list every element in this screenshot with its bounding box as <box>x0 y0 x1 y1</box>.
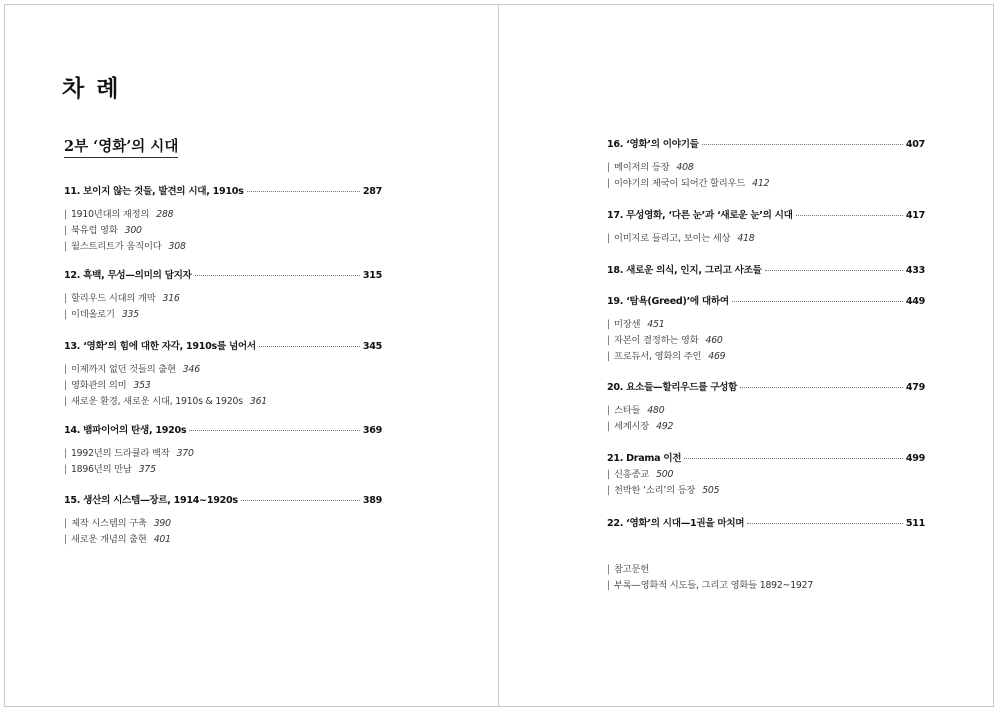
chapter-page: 369 <box>362 425 382 436</box>
section-item[interactable] <box>64 362 382 378</box>
chapter-heading[interactable] <box>64 338 382 352</box>
appendix-item[interactable] <box>607 562 925 578</box>
section-bar: | <box>64 534 67 545</box>
chapter-title: 16. ‘영화’의 이야기들 <box>607 139 699 150</box>
section-page: 361 <box>249 396 268 407</box>
section-item[interactable] <box>607 403 925 419</box>
section-list <box>607 317 925 365</box>
section-item[interactable] <box>607 333 925 349</box>
section-bar: | <box>64 464 67 475</box>
section-item[interactable] <box>607 467 925 483</box>
section-bar: | <box>64 396 67 407</box>
section-bar: | <box>607 335 610 346</box>
toc-chapter[interactable] <box>607 293 925 365</box>
chapter-title: 18. 새로운 의식, 인지, 그리고 사조들 <box>607 265 762 276</box>
section-bar: | <box>64 380 67 391</box>
section-item[interactable] <box>607 231 925 247</box>
section-bar: | <box>607 233 610 244</box>
leader-dots <box>684 458 903 459</box>
chapter-title: 22. ‘영화’의 시대—1권을 마치며 <box>607 518 745 529</box>
section-page: 505 <box>702 485 720 496</box>
toc-chapter[interactable] <box>64 338 382 410</box>
leader-dots <box>195 275 360 276</box>
chapter-heading[interactable] <box>64 422 382 436</box>
section-bar: | <box>607 351 610 362</box>
section-item[interactable] <box>64 223 382 239</box>
chapter-heading[interactable] <box>607 379 925 393</box>
section-bar: | <box>64 309 67 320</box>
section-item[interactable] <box>64 291 382 307</box>
section-list <box>607 467 925 499</box>
section-bar: | <box>607 485 610 496</box>
section-page: 418 <box>737 233 755 244</box>
toc-chapter[interactable] <box>607 262 925 276</box>
chapter-title: 20. 요소들—할리우드를 구성함 <box>607 382 738 393</box>
section-bar: | <box>64 518 67 529</box>
section-item[interactable] <box>64 378 382 394</box>
chapter-heading[interactable] <box>607 515 925 529</box>
section-bar: | <box>64 225 67 236</box>
section-list <box>64 446 382 478</box>
appendix-title: 참고문헌 <box>613 564 650 575</box>
chapter-heading[interactable] <box>607 207 925 221</box>
section-page: 346 <box>182 364 200 375</box>
section-title: 월스트리트가 움직이다 <box>70 241 162 252</box>
chapter-page: 315 <box>362 270 382 281</box>
section-item[interactable] <box>64 516 382 532</box>
section-page: 316 <box>162 293 180 304</box>
section-bar: | <box>607 580 610 591</box>
section-page: 308 <box>168 241 186 252</box>
section-item[interactable] <box>64 532 382 548</box>
chapter-page: 479 <box>905 382 925 393</box>
section-list <box>607 231 925 247</box>
section-item[interactable] <box>64 394 382 410</box>
chapter-heading[interactable] <box>64 183 382 197</box>
section-bar: | <box>607 469 610 480</box>
chapter-heading[interactable] <box>607 136 925 150</box>
section-page: 353 <box>133 380 151 391</box>
section-bar: | <box>64 209 67 220</box>
section-title: 1910년대의 재정의 <box>70 209 150 220</box>
section-title: 이미지로 들리고, 보이는 세상 <box>613 233 731 244</box>
section-list <box>607 160 925 192</box>
chapter-page: 417 <box>905 210 925 221</box>
section-title: 새로운 환경, 새로운 시대, 1910s & 1920s <box>70 396 243 407</box>
section-title: 1992년의 드라큘라 백작 <box>70 448 170 459</box>
section-item[interactable] <box>64 446 382 462</box>
section-title: 세계시장 <box>613 421 650 432</box>
section-title: 스타들 <box>613 405 641 416</box>
section-title: 미장센 <box>613 319 641 330</box>
section-page: 390 <box>153 518 171 529</box>
section-title: 새로운 개념의 출현 <box>70 534 147 545</box>
toc-chapter[interactable] <box>64 492 382 548</box>
section-title: 메이저의 등장 <box>613 162 670 173</box>
page-title: 차 례 <box>62 76 121 102</box>
section-bar: | <box>64 448 67 459</box>
section-page: 370 <box>176 448 194 459</box>
section-bar: | <box>64 241 67 252</box>
section-title: 이야기의 제국이 되어간 할리우드 <box>613 178 746 189</box>
leader-dots <box>259 346 360 347</box>
section-bar: | <box>64 293 67 304</box>
chapter-heading[interactable] <box>607 450 925 464</box>
chapter-title: 11. 보이지 않는 것들, 발견의 시대, 1910s <box>64 186 244 197</box>
section-list <box>64 362 382 410</box>
leader-dots <box>796 215 903 216</box>
chapter-page: 449 <box>905 296 925 307</box>
section-bar: | <box>64 364 67 375</box>
section-item[interactable] <box>607 317 925 333</box>
leader-dots <box>765 270 903 271</box>
leader-dots <box>189 430 360 431</box>
leader-dots <box>702 144 903 145</box>
section-title: 자본이 결정하는 영화 <box>613 335 699 346</box>
leader-dots <box>241 500 360 501</box>
section-title: 이데올로기 <box>70 309 115 320</box>
section-title: 북유럽 영화 <box>70 225 118 236</box>
section-page: 451 <box>647 319 665 330</box>
section-bar: | <box>607 421 610 432</box>
section-page: 412 <box>752 178 770 189</box>
page-gutter <box>498 4 499 707</box>
section-page: 375 <box>138 464 156 475</box>
section-bar: | <box>607 319 610 330</box>
chapter-heading[interactable] <box>64 267 382 281</box>
section-item[interactable] <box>607 483 925 499</box>
chapter-heading[interactable] <box>607 293 925 307</box>
section-page: 469 <box>708 351 726 362</box>
leader-dots <box>247 191 360 192</box>
chapter-page: 433 <box>905 265 925 276</box>
section-title: 1896년의 만남 <box>70 464 132 475</box>
section-page: 480 <box>647 405 665 416</box>
toc-chapter[interactable] <box>64 183 382 255</box>
chapter-heading[interactable] <box>607 262 925 276</box>
section-item[interactable] <box>607 160 925 176</box>
section-item[interactable] <box>607 176 925 192</box>
toc-chapter[interactable] <box>607 450 925 499</box>
section-title: 할리우드 시대의 개막 <box>70 293 156 304</box>
leader-dots <box>747 523 903 524</box>
section-page: 492 <box>656 421 674 432</box>
section-item[interactable] <box>64 207 382 223</box>
section-title: 신흥종교 <box>613 469 650 480</box>
chapter-title: 15. 생산의 시스템—장르, 1914~1920s <box>64 495 238 506</box>
section-item[interactable] <box>64 307 382 323</box>
section-item[interactable] <box>64 239 382 255</box>
section-page: 335 <box>121 309 139 320</box>
chapter-title: 17. 무성영화, ‘다른 눈’과 ‘새로운 눈’의 시대 <box>607 210 793 221</box>
section-title: 제작 시스템의 구축 <box>70 518 147 529</box>
chapter-page: 345 <box>362 341 382 352</box>
section-list <box>64 207 382 255</box>
section-list <box>64 516 382 548</box>
toc-chapter[interactable] <box>607 379 925 435</box>
chapter-title: 21. Drama 이전 <box>607 453 682 464</box>
chapter-page: 287 <box>362 186 382 197</box>
section-page: 300 <box>124 225 142 236</box>
section-page: 401 <box>153 534 171 545</box>
section-title: 이제까지 없던 것들의 출현 <box>70 364 176 375</box>
section-page: 408 <box>676 162 694 173</box>
chapter-page: 511 <box>905 518 925 529</box>
section-bar: | <box>607 178 610 189</box>
section-bar: | <box>607 405 610 416</box>
part-title: 2부 ‘영화’의 시대 <box>64 135 178 158</box>
leader-dots <box>740 387 903 388</box>
section-title: 천박한 ‘소리’의 등장 <box>613 485 696 496</box>
appendix-list <box>607 562 925 594</box>
chapter-title: 19. ‘탐욕(Greed)’에 대하여 <box>607 296 729 307</box>
chapter-page: 389 <box>362 495 382 506</box>
section-title: 영화관의 의미 <box>70 380 127 391</box>
chapter-title: 12. 흑백, 무성—의미의 담지자 <box>64 270 192 281</box>
section-page: 500 <box>656 469 674 480</box>
section-bar: | <box>607 162 610 173</box>
section-list <box>607 403 925 435</box>
section-item[interactable] <box>607 419 925 435</box>
chapter-page: 407 <box>905 139 925 150</box>
section-page: 460 <box>705 335 723 346</box>
chapter-page: 499 <box>905 453 925 464</box>
leader-dots <box>732 301 903 302</box>
section-item[interactable] <box>607 349 925 365</box>
toc-chapter[interactable] <box>607 136 925 192</box>
chapter-title: 13. ‘영화’의 힘에 대한 자각, 1910s를 넘어서 <box>64 341 256 352</box>
chapter-title: 14. 뱀파이어의 탄생, 1920s <box>64 425 187 436</box>
toc-chapter[interactable] <box>607 207 925 247</box>
appendix-title: 부록—영화적 시도들, 그리고 영화들 1892~1927 <box>613 580 814 591</box>
section-item[interactable] <box>64 462 382 478</box>
toc-chapter[interactable] <box>64 422 382 478</box>
section-bar: | <box>607 564 610 575</box>
toc-chapter[interactable] <box>607 515 925 529</box>
section-title: 프로듀서, 영화의 주인 <box>613 351 702 362</box>
appendix-item[interactable] <box>607 578 925 594</box>
section-list <box>64 291 382 323</box>
chapter-heading[interactable] <box>64 492 382 506</box>
section-page: 288 <box>156 209 174 220</box>
toc-chapter[interactable] <box>64 267 382 323</box>
